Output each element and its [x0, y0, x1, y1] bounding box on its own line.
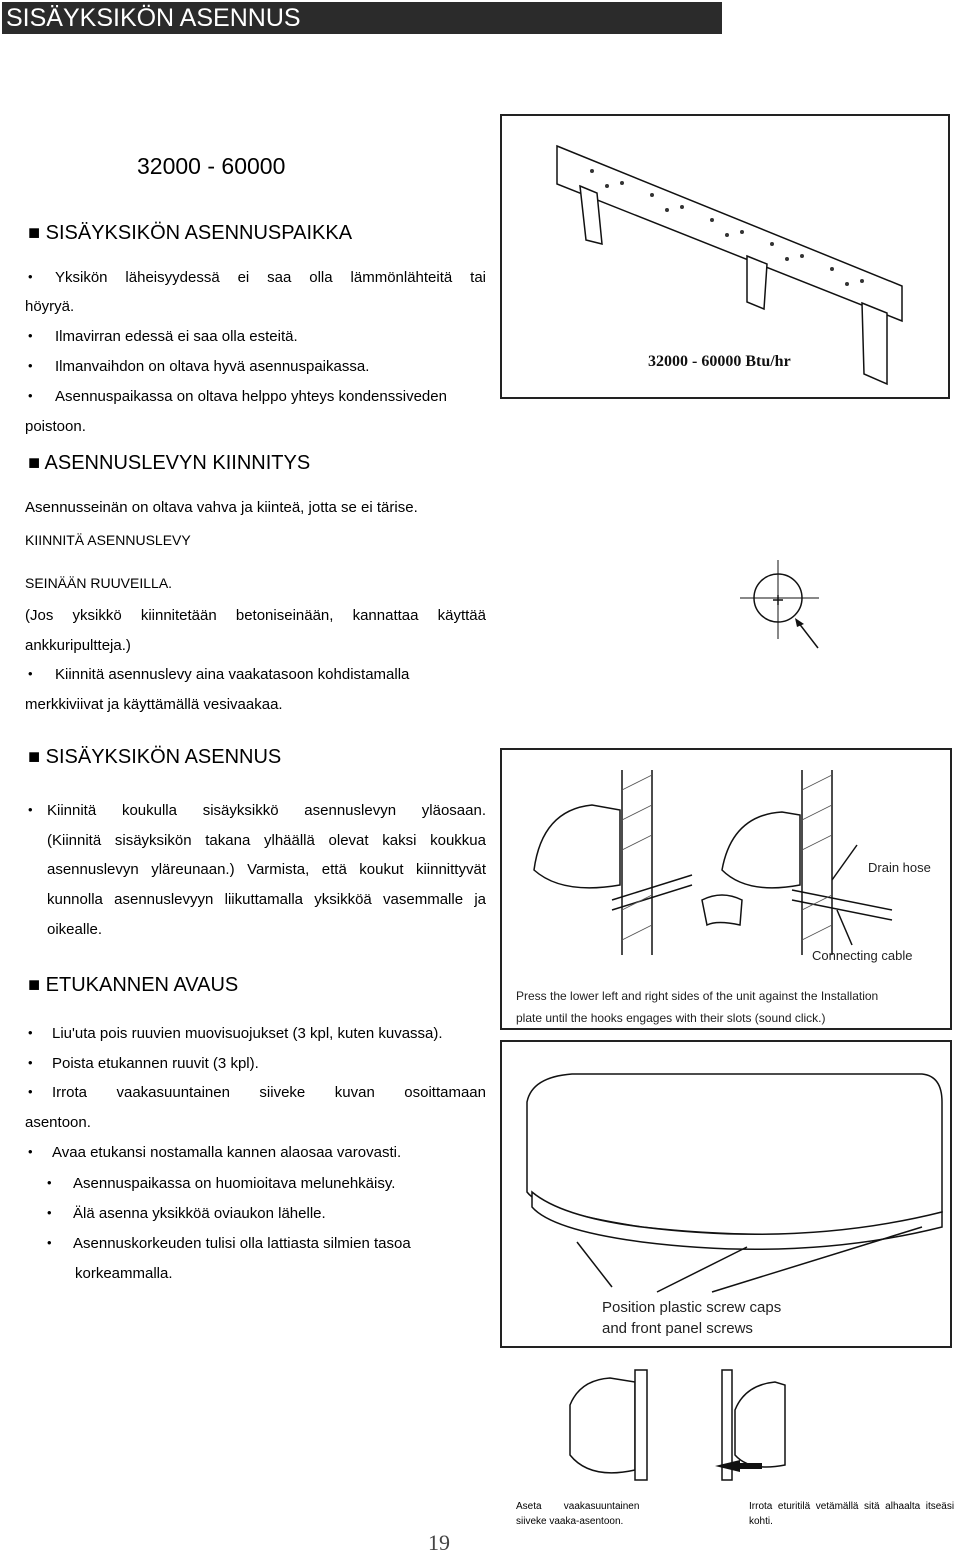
hook-unit-drawing	[502, 750, 950, 1028]
front-panel-drawing	[502, 1042, 950, 1346]
bullet: •	[47, 1205, 52, 1220]
caption-grille	[749, 1499, 957, 1529]
drain-hose-label: Drain hose	[868, 860, 931, 875]
bullet: •	[28, 1055, 33, 1070]
sec3-line5: oikealle.	[47, 921, 103, 938]
model-range: 32000 - 60000	[137, 153, 286, 179]
bullet: •	[28, 1144, 33, 1159]
caption-louver-line2: siiveke vaaka-asentoon.	[516, 1516, 624, 1527]
bullet: •	[28, 1025, 33, 1040]
sec4-bullet7-line2: korkeammalla.	[75, 1265, 173, 1282]
sec2-para3: SEINÄÄN RUUVEILLA.	[25, 575, 173, 591]
mounting-plate-drawing	[502, 116, 948, 397]
sec1-bullet2: Ilmavirran edessä ei saa olla esteitä.	[55, 328, 298, 345]
screw-caps-label-line2: and front panel screws	[602, 1320, 753, 1337]
plate-model-label: 32000 - 60000 Btu/hr	[648, 353, 791, 370]
caption-grille-line2: kohti.	[749, 1516, 773, 1527]
sec1-bullet1-line2: höyryä.	[25, 298, 75, 315]
caption-louver-line1: Aseta vaakasuuntainen	[516, 1501, 640, 1512]
page-title: SISÄYKSIKÖN ASENNUS	[2, 2, 722, 34]
bullet: •	[28, 802, 33, 817]
page-number: 19	[428, 1530, 450, 1555]
sec3-line1: Kiinnitä koukulla sisäyksikkö asennuslevyn yläosaan.	[47, 802, 486, 819]
section-heading-front-cover: ■ ETUKANNEN AVAUS	[28, 974, 239, 996]
sec4-bullet5: Asennuspaikassa on huomioitava melunehkäisy.	[73, 1175, 396, 1192]
sec4-bullet3-line2: asentoon.	[25, 1114, 91, 1131]
caption-grille-line1: Irrota eturitilä vetämällä sitä alhaalta itseäsi	[749, 1501, 955, 1512]
bullet: •	[28, 666, 33, 681]
unit-open-drawing	[560, 1360, 790, 1490]
caption-louver	[516, 1499, 652, 1529]
bullet: •	[28, 358, 33, 373]
sec1-bullet4-line2: poistoon.	[25, 418, 86, 435]
crosshair-icon	[740, 560, 822, 654]
bullet: •	[47, 1175, 52, 1190]
sec2-para4-line2: ankkuripultteja.)	[25, 637, 131, 654]
connecting-cable-label: Connecting cable	[812, 948, 913, 963]
bullet: •	[28, 328, 33, 343]
sec4-bullet6: Älä asenna yksikköä oviaukon lähelle.	[73, 1205, 326, 1222]
section-heading-location: ■ SISÄYKSIKÖN ASENNUSPAIKKA	[28, 222, 353, 244]
sec2-bullet-line2: merkkiviivat ja käyttämällä vesivaakaa.	[25, 696, 283, 713]
sec3-line2: (Kiinnitä sisäyksikön takana ylhäällä olevat kaksi koukkua	[47, 832, 486, 849]
sec3-line4: kunnolla asennuslevyyn liikuttamalla yksikköä vasemmalle ja	[47, 891, 486, 908]
sec4-bullet4: Avaa etukansi nostamalla kannen alaosaa varovasti.	[52, 1144, 402, 1161]
bullet: •	[28, 269, 33, 284]
screw-caps-label-line1: Position plastic screw caps	[602, 1299, 782, 1316]
sec2-para4-line1: (Jos yksikkö kiinnitetään betoniseinään, kannattaa käyttää	[25, 607, 486, 624]
sec3-line3: asennuslevyn yläreunaan.) Varmista, että koukut kiinnittyvät	[47, 861, 486, 878]
sec4-bullet1: Liu'uta pois ruuvien muovisuojukset (3 kpl, kuten kuvassa).	[52, 1025, 443, 1042]
bullet: •	[28, 1084, 33, 1099]
sec2-bullet-line1: Kiinnitä asennuslevy aina vaakatasoon kohdistamalla	[55, 666, 410, 683]
sec4-bullet7-line1: Asennuskorkeuden tulisi olla lattiasta silmien tasoa	[73, 1235, 411, 1252]
hook-unit-figure	[500, 748, 952, 1030]
sec4-bullet3-line1: Irrota vaakasuuntainen siiveke kuvan osoittamaan	[52, 1084, 486, 1101]
bullet: •	[47, 1235, 52, 1250]
sec4-bullet2: Poista etukannen ruuvit (3 kpl).	[52, 1055, 259, 1072]
press-caption-line2: plate until the hooks engages with their slots (sound click.)	[516, 1011, 826, 1025]
sec2-para1: Asennusseinän on oltava vahva ja kiinteä, jotta se ei tärise.	[25, 499, 418, 516]
section-heading-installation: ■ SISÄYKSIKÖN ASENNUS	[28, 746, 282, 768]
sec1-bullet1-line1: Yksikön läheisyydessä ei saa olla lämmönlähteitä tai	[55, 269, 486, 286]
sec2-para2: KIINNITÄ ASENNUSLEVY	[25, 532, 191, 548]
bullet: •	[28, 388, 33, 403]
sec1-bullet4-line1: Asennuspaikassa on oltava helppo yhteys kondenssiveden	[55, 388, 447, 405]
mounting-plate-figure	[500, 114, 950, 399]
sec1-bullet3: Ilmanvaihdon on oltava hyvä asennuspaikassa.	[55, 358, 370, 375]
press-caption-line1: Press the lower left and right sides of the unit against the Installation	[516, 989, 879, 1003]
front-panel-figure	[500, 1040, 952, 1348]
section-heading-plate: ■ ASENNUSLEVYN KIINNITYS	[28, 452, 311, 474]
